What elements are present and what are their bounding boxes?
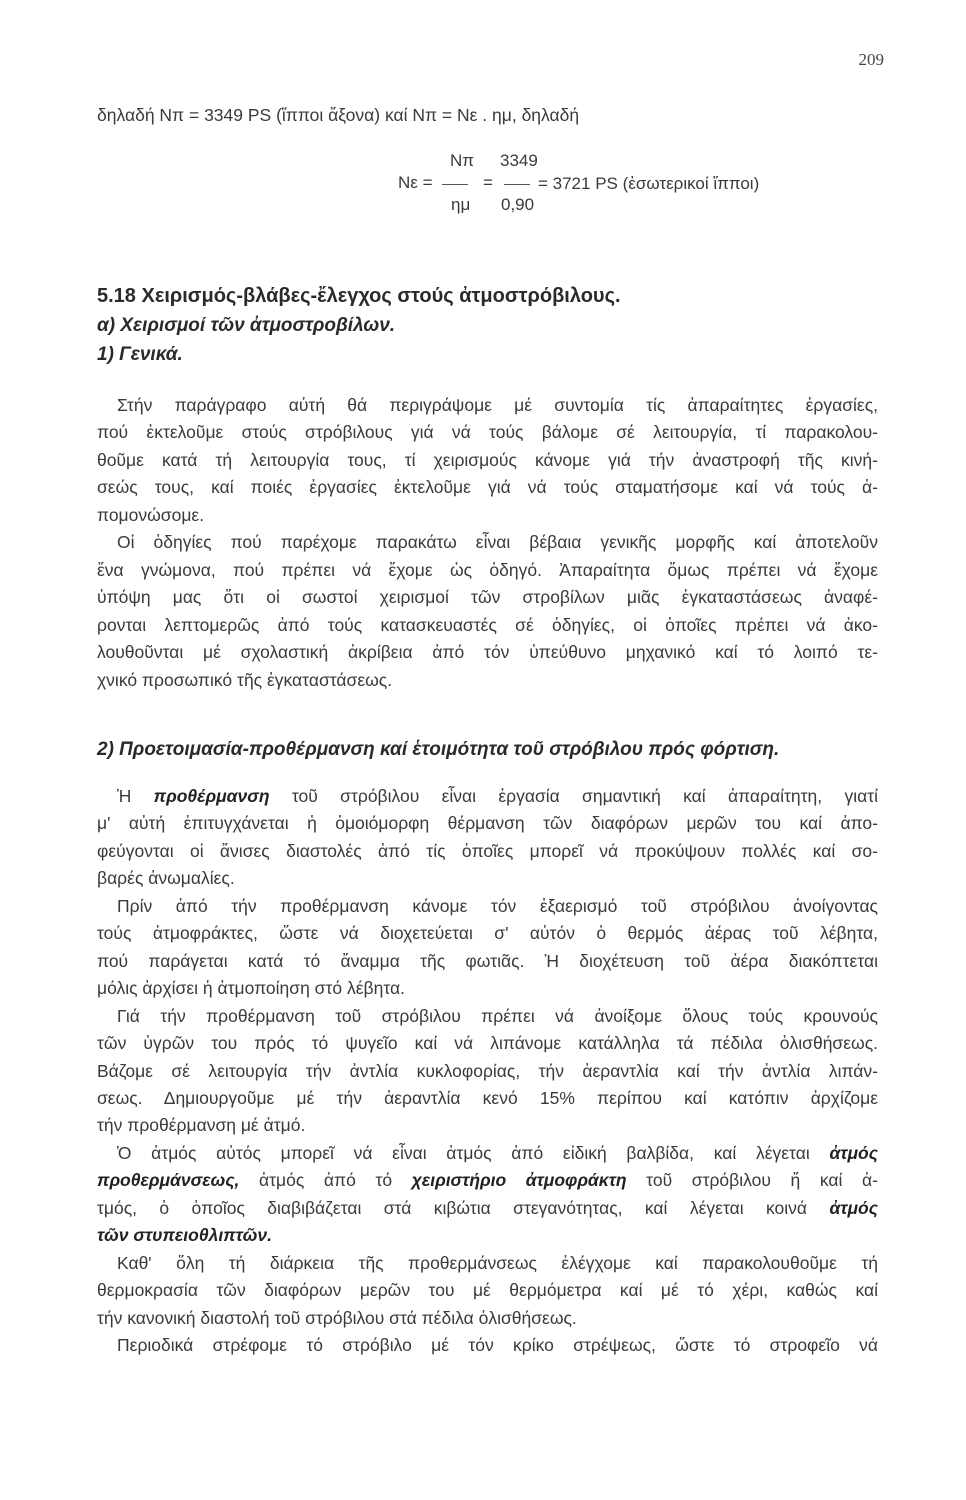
- text-line: [117, 1142, 878, 1164]
- emphasized-term: τῶν στυπειοθλιπτῶν.: [97, 1225, 273, 1246]
- text-run: μόλις ἀρχίσει ἡ ἀτμοποίηση στό λέβητα.: [97, 978, 405, 999]
- text-line: [117, 1334, 878, 1356]
- text-line: [97, 1279, 878, 1301]
- text-run: Περιοδικά στρέφομε τό στρόβιλο μέ τόν κρίκο στρέψεως, ὥστε τό στροφεῖο νά: [117, 1335, 878, 1355]
- text-run: ἕνα γνώμονα, πού πρέπει νά ἔχομε ὡς ὁδηγό. Ἀπαραίτητα ὅμως πρέπει νά ἔχομε: [97, 559, 878, 580]
- formula-denominator-2: 0,90: [501, 195, 535, 214]
- text-line: [117, 394, 878, 416]
- text-line: [97, 669, 878, 691]
- text-run: πού παράγεται κατά τό ἄναμμα τῆς φωτιᾶς. Ἡ διοχέτευση τοῦ ἀέρα διακόπτεται: [97, 950, 878, 971]
- text-line: [97, 950, 878, 972]
- page-number: 209: [858, 50, 884, 69]
- formula-denominator-1: ημ: [451, 195, 471, 214]
- formula-eq: =: [483, 173, 493, 192]
- text-run: Ἡ: [117, 786, 154, 806]
- text-run: μ' αὐτή ἐπιτυγχάνεται ἡ ὁμοιόμορφη θέρμανση τῶν διαφόρων μερῶν του καί ἀπο-: [97, 813, 878, 834]
- text-line: [97, 1197, 878, 1219]
- subheading-1: 1) Γενικά.: [97, 344, 183, 365]
- text-run: τοῦ στρόβιλου ἤ καί ἀ-: [626, 1170, 878, 1191]
- text-line: [97, 922, 878, 944]
- text-line: [117, 531, 878, 553]
- text-run: ρονται λεπτομερῶς ἀπό τούς κατασκευαστές σέ ὁδηγίες, οἱ ὁποῖες πρέπει νά ἀκο-: [97, 614, 878, 635]
- emphasized-term: ἀτμός: [829, 1142, 878, 1163]
- text-line: [97, 421, 878, 443]
- text-run: τῶν ὑγρῶν του πρός τό ψυγεῖο καί νά λιπάνομε κατάλληλα τά πέδιλα ὀλισθήσεως.: [97, 1033, 878, 1054]
- fraction-bar: [504, 184, 530, 185]
- text-line: [97, 1087, 878, 1109]
- section-heading: 5.18 Χειρισμός-βλάβες-ἔλεγχος στούς ἀτμοστρόβιλους.: [97, 285, 621, 307]
- text-run: φεύγονται οἱ ἄνισες διαστολές ἀπό τίς ὁποῖες μπορεῖ νά προκύψουν πολλές καί σο-: [97, 840, 878, 861]
- text-run: Στήν παράγραφο αὐτή θά περιγράψομε μέ συντομία τίς ἀπαραίτητες ἐργασίες,: [117, 395, 878, 415]
- subheading-2: 2) Προετοιμασία-προθέρμανση καί ἑτοιμότητα τοῦ στρόβιλου πρός φόρτιση.: [97, 739, 780, 760]
- text-line: [97, 1114, 878, 1136]
- text-line: [97, 614, 878, 636]
- text-line: [97, 586, 878, 608]
- text-run: σεως. Δημιουργοῦμε μέ τήν ἀεραντλία κενό 15% περίπου καί κατόπιν ἀρχίζομε: [97, 1087, 878, 1108]
- text-run: τήν προθέρμανση μέ ἀτμό.: [97, 1115, 306, 1136]
- text-run: τούς ἀτμοφράκτες, ὥστε νά διοχετεύεται σ' αὐτόν ὁ θερμός ἀέρας τοῦ λέβητα,: [97, 923, 878, 944]
- text-run: θοῦμε κατά τή λειτουργία τους, τί χειρισμούς κάνομε γιά τήν ἀναστροφή τῆς κινή-: [97, 449, 878, 470]
- emphasized-term: χειριστήριο ἀτμοφράκτη: [411, 1170, 627, 1191]
- text-run: βαρές ἀνωμαλίες.: [97, 868, 235, 889]
- emphasized-term: προθέρμανση: [153, 786, 270, 806]
- formula-lhs: Nε =: [398, 173, 433, 192]
- text-line: [97, 504, 878, 526]
- text-run: Οἱ ὁδηγίες πού παρέχομε παρακάτω εἶναι βέβαια γενικῆς μορφῆς καί ἀποτελοῦν: [117, 532, 878, 553]
- text-line: [117, 1005, 878, 1027]
- text-line: [97, 1224, 878, 1246]
- formula-numerator-2: 3349: [500, 151, 538, 170]
- text-run: Βάζομε σέ λειτουργία τήν ἀντλία κυκλοφορίας, τήν ἀεραντλία καί τήν ἀντλία λιπάν-: [97, 1060, 878, 1081]
- text-line: [97, 476, 878, 498]
- text-line: [97, 559, 878, 581]
- formula-numerator-1: Nπ: [450, 151, 475, 170]
- formula-result: = 3721 PS (ἐσωτερικοί ἵπποι): [538, 174, 760, 193]
- text-run: λουθοῦνται μέ σχολαστική ἀκρίβεια ἀπό τόν ὑπεύθυνο μηχανικό καί τό λοιπό τε-: [97, 642, 878, 663]
- text-line: [97, 1307, 878, 1329]
- subheading-a: α) Χειρισμοί τῶν ἀτμοστροβίλων.: [97, 315, 396, 336]
- text-run: σεώς τους, καί ποιές ἐργασίες ἐκτελοῦμε γιά νά τούς σταματήσομε καί νά τούς ἀ-: [97, 477, 878, 498]
- fraction-bar: [442, 184, 468, 185]
- text-run: Πρίν ἀπό τήν προθέρμανση κάνομε τόν ἐξαερισμό τοῦ στρόβιλου ἀνοίγοντας: [117, 895, 878, 916]
- text-line: [97, 449, 878, 471]
- text-run: Ὁ ἀτμός αὐτός μπορεῖ νά εἶναι ἀτμός ἀπό εἰδική βαλβίδα, καί λέγεται: [117, 1142, 830, 1163]
- text-line: [97, 1169, 878, 1191]
- text-run: ὑπόψη μας ὅτι οἱ σωστοί χειρισμοί τῶν στροβίλων μιᾶς ἐγκαταστάσεως ἀναφέ-: [97, 587, 878, 608]
- text-line: [97, 812, 878, 834]
- text-line: [97, 977, 878, 999]
- text-line: [97, 1032, 878, 1054]
- text-run: Γιά τήν προθέρμανση τοῦ στρόβιλου πρέπει νά ἀνοίξομε ὅλους τούς κρουνούς: [117, 1005, 878, 1026]
- text-run: πού ἐκτελοῦμε στούς στρόβιλους γιά νά τούς βάλομε σέ λειτουργία, τί παρακολου-: [97, 422, 878, 443]
- text-line: [97, 840, 878, 862]
- text-line: [97, 867, 878, 889]
- text-run: πομονώσομε.: [97, 504, 205, 525]
- text-run: ἀτμός ἀπό τό: [239, 1170, 412, 1191]
- text-line: [117, 1252, 878, 1274]
- text-line: [97, 1060, 878, 1082]
- intro-line: δηλαδή Nπ = 3349 PS (ἵπποι ἄξονα) καί Nπ = Nε . ημ, δηλαδή: [97, 105, 580, 125]
- text-run: χνικό προσωπικό τῆς ἐγκαταστάσεως.: [97, 669, 393, 690]
- text-line: [97, 641, 878, 663]
- emphasized-term: ἀτμός: [829, 1197, 878, 1218]
- text-run: τήν κανονική διαστολή τοῦ στρόβιλου στά πέδιλα ὀλισθήσεως.: [97, 1307, 577, 1328]
- text-run: Καθ' ὅλη τή διάρκεια τῆς προθερμάνσεως ἐλέγχομε καί παρακολουθοῦμε τή: [117, 1252, 878, 1273]
- text-run: θερμοκρασία τῶν διαφόρων μερῶν του μέ θερμόμετρα καί μέ τό χέρι, καθώς καί: [97, 1280, 878, 1301]
- text-run: τοῦ στρόβιλου εἶναι ἐργασία σημαντική καί ἀπαραίτητη, γιατί: [269, 786, 878, 806]
- text-line: [117, 785, 878, 807]
- text-run: τμός, ὁ ὁποῖος διαβιβάζεται στά κιβώτια στεγανότητας, καί λέγεται κοινά: [97, 1197, 830, 1218]
- emphasized-term: προθερμάνσεως,: [97, 1170, 240, 1191]
- text-line: [117, 895, 878, 917]
